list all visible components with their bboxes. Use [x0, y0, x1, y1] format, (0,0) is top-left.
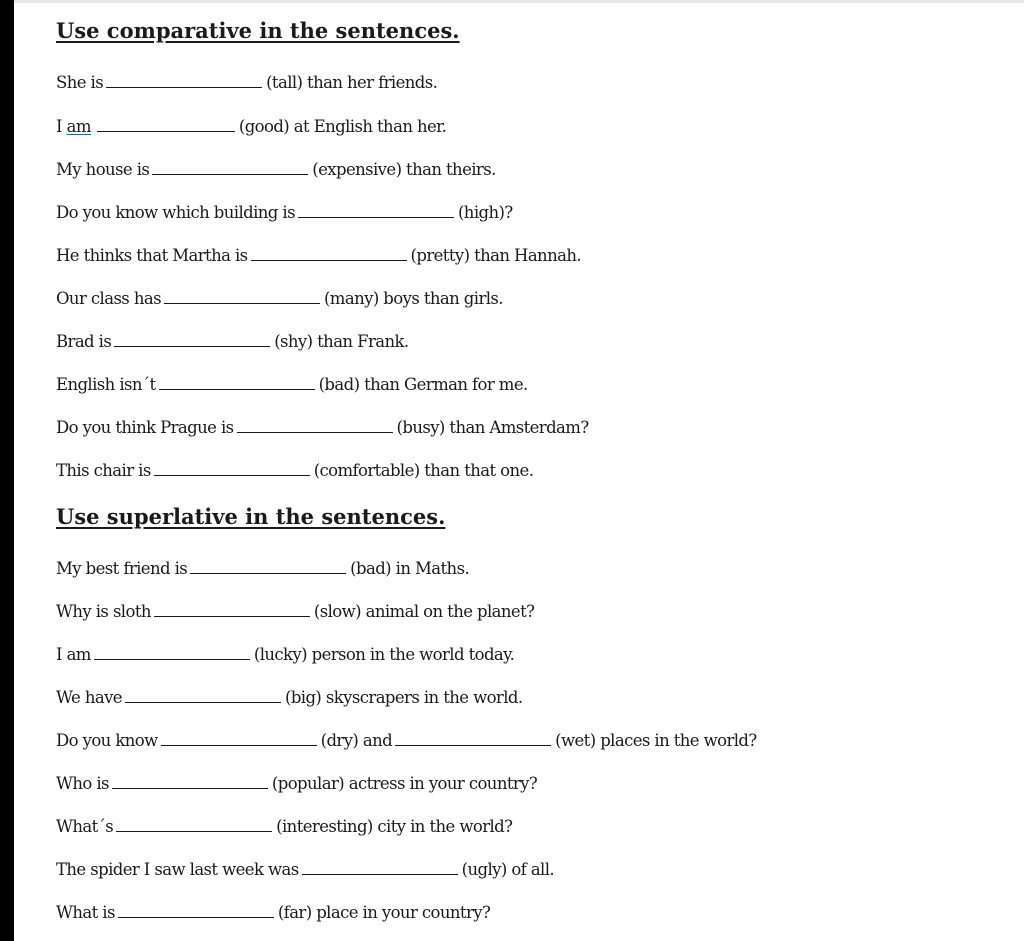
sentence-start: Do you know which building is	[56, 203, 295, 222]
sentence-hint: (shy) than Frank.	[274, 332, 409, 351]
answer-blank[interactable]	[154, 461, 310, 476]
sentence-hint: (comfortable) than that one.	[313, 461, 534, 480]
comparative-heading: Use comparative in the sentences.	[56, 18, 460, 43]
answer-blank[interactable]	[395, 731, 551, 746]
superlative-item-3	[56, 644, 514, 666]
superlative-item-2	[56, 601, 534, 623]
answer-blank[interactable]	[298, 203, 454, 218]
sentence-start: Who is	[56, 774, 109, 793]
sentence-start: Our class has	[56, 289, 161, 308]
answer-blank[interactable]	[116, 817, 272, 832]
left-edge-border	[0, 0, 14, 941]
superlative-item-8	[56, 859, 554, 881]
comparative-item-4	[56, 202, 513, 224]
sentence-start: What is	[56, 903, 115, 922]
superlative-item-9	[56, 902, 490, 924]
answer-blank[interactable]	[164, 289, 320, 304]
sentence-hint: (big) skyscrapers in the world.	[284, 688, 523, 707]
sentence-start: We have	[56, 688, 122, 707]
sentence-start: Brad is	[56, 332, 112, 351]
sentence-hint: (good) at English than her.	[238, 117, 447, 136]
answer-blank[interactable]	[159, 375, 315, 390]
answer-blank[interactable]	[112, 774, 268, 789]
sentence-start: What´s	[56, 817, 114, 836]
sentence-start: I	[56, 117, 62, 136]
answer-blank[interactable]	[237, 418, 393, 433]
comparative-item-9	[56, 417, 589, 439]
answer-blank[interactable]	[114, 332, 270, 347]
comparative-item-1	[56, 72, 437, 94]
sentence-hint: (lucky) person in the world today.	[253, 645, 515, 664]
answer-blank[interactable]	[125, 688, 281, 703]
sentence-start: My best friend is	[56, 559, 188, 578]
comparative-item-7	[56, 331, 409, 353]
comparative-item-8	[56, 374, 528, 396]
sentence-start: She is	[56, 73, 104, 92]
answer-blank[interactable]	[152, 160, 308, 175]
comparative-item-3	[56, 159, 496, 181]
sentence-hint: (ugly) of all.	[461, 860, 555, 879]
comparative-item-10	[56, 460, 533, 482]
sentence-hint: (bad) than German for me.	[318, 375, 528, 394]
sentence-start: I am	[56, 645, 91, 664]
answer-blank[interactable]	[190, 559, 346, 574]
sentence-start: The spider I saw last week was	[56, 860, 299, 879]
superlative-heading: Use superlative in the sentences.	[56, 504, 446, 529]
top-edge-border	[14, 0, 1024, 3]
sentence-start: English isn´t	[56, 375, 156, 394]
sentence-start: My house is	[56, 160, 150, 179]
comparative-item-2	[56, 116, 446, 138]
comparative-item-6	[56, 288, 503, 310]
comparative-item-5	[56, 245, 581, 267]
superlative-item-7	[56, 816, 512, 838]
answer-blank[interactable]	[97, 117, 235, 132]
answer-blank[interactable]	[94, 645, 250, 660]
superlative-item-6	[56, 773, 537, 795]
sentence-hint: (bad) in Maths.	[350, 559, 470, 578]
sentence-start: Do you think Prague is	[56, 418, 234, 437]
sentence-start: This chair is	[56, 461, 151, 480]
sentence-hint: (slow) animal on the planet?	[313, 602, 535, 621]
sentence-hint: (dry) and	[320, 731, 393, 750]
sentence-hint: (tall) than her friends.	[266, 73, 438, 92]
answer-blank[interactable]	[118, 903, 274, 918]
sentence-start: He thinks that Martha is	[56, 246, 248, 265]
sentence-hint: (interesting) city in the world?	[276, 817, 513, 836]
sentence-start: Why is sloth	[56, 602, 151, 621]
sentence-hint: (high)?	[457, 203, 513, 222]
answer-blank[interactable]	[161, 731, 317, 746]
sentence-hint: (expensive) than theirs.	[312, 160, 496, 179]
superlative-item-4	[56, 687, 523, 709]
sentence-hint: (far) place in your country?	[277, 903, 491, 922]
sentence-hint: (popular) actress in your country?	[271, 774, 538, 793]
sentence-hint: (wet) places in the world?	[555, 731, 757, 750]
answer-blank[interactable]	[302, 860, 458, 875]
sentence-hint: (busy) than Amsterdam?	[396, 418, 589, 437]
superlative-item-5	[56, 730, 757, 752]
answer-blank[interactable]	[154, 602, 310, 617]
sentence-start-underlined: am	[66, 117, 91, 136]
sentence-hint: (many) boys than girls.	[323, 289, 503, 308]
sentence-start: Do you know	[56, 731, 158, 750]
sentence-hint: (pretty) than Hannah.	[410, 246, 582, 265]
superlative-item-1	[56, 558, 469, 580]
answer-blank[interactable]	[251, 246, 407, 261]
answer-blank[interactable]	[106, 73, 262, 88]
